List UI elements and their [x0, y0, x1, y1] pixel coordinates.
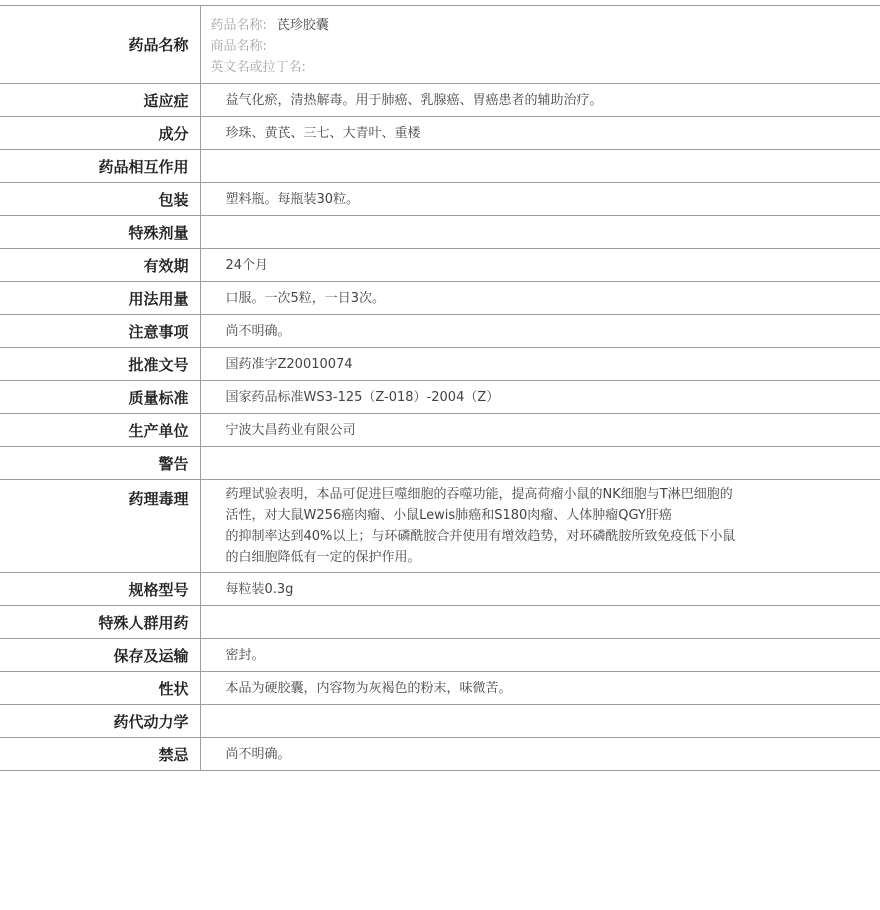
- row-value-interactions: [200, 150, 880, 183]
- generic-name-key: 药品名称:: [210, 18, 267, 33]
- generic-name-line: [211, 15, 880, 36]
- row-value-pharmacokinetics: [200, 705, 880, 738]
- table-row: [0, 216, 880, 249]
- table-row: [0, 315, 880, 348]
- row-value-manufacturer: 宁波大昌药业有限公司: [200, 414, 880, 447]
- trade-name-line: [211, 36, 880, 57]
- row-label-approval-number: 批准文号: [0, 348, 200, 381]
- name-values: [200, 6, 880, 84]
- table-row: [0, 606, 880, 639]
- row-value-storage: 密封。: [200, 639, 880, 672]
- table-row: [0, 573, 880, 606]
- row-value-precautions: 尚不明确。: [200, 315, 880, 348]
- row-value-packaging: 塑料瓶。每瓶装30粒。: [200, 183, 880, 216]
- generic-name-value: 芪珍胶囊: [276, 18, 329, 33]
- table-row: [0, 414, 880, 447]
- row-label-pharmacokinetics: 药代动力学: [0, 705, 200, 738]
- table-row: [0, 348, 880, 381]
- row-value-ingredients: 珍珠、黄芪、三七、大青叶、重楼: [200, 117, 880, 150]
- row-value-usage: 口服。一次5粒，一日3次。: [200, 282, 880, 315]
- row-value-special-dosage: [200, 216, 880, 249]
- table-row: [0, 84, 880, 117]
- row-label-special-dosage: 特殊剂量: [0, 216, 200, 249]
- row-value-quality-standard: 国家药品标准WS3-125（Z-018）-2004（Z）: [200, 381, 880, 414]
- table-row: [0, 447, 880, 480]
- row-value-shelf-life: 24个月: [200, 249, 880, 282]
- row-value-warning: [200, 447, 880, 480]
- table-row: [0, 117, 880, 150]
- row-label-indications: 适应症: [0, 84, 200, 117]
- row-label-warning: 警告: [0, 447, 200, 480]
- pharmacology-line: 活性，对大鼠W256癌肉瘤、小鼠Lewis肺癌和S180肉瘤、人体肿瘤QGY肝癌: [225, 508, 672, 523]
- drug-info-table: [0, 5, 880, 771]
- row-label-storage: 保存及运输: [0, 639, 200, 672]
- pharmacology-line: 的白细胞降低有一定的保护作用。: [225, 550, 421, 565]
- row-label-manufacturer: 生产单位: [0, 414, 200, 447]
- table-row: [0, 183, 880, 216]
- table-row: [0, 672, 880, 705]
- row-label-packaging: 包装: [0, 183, 200, 216]
- table-row: [0, 705, 880, 738]
- row-value-contraindications: 尚不明确。: [200, 738, 880, 771]
- row-label-special-populations: 特殊人群用药: [0, 606, 200, 639]
- table-row: [0, 150, 880, 183]
- row-label-description: 性状: [0, 672, 200, 705]
- row-label-contraindications: 禁忌: [0, 738, 200, 771]
- english-name-line: [211, 57, 880, 78]
- table-row: [0, 282, 880, 315]
- row-label-precautions: 注意事项: [0, 315, 200, 348]
- row-label-interactions: 药品相互作用: [0, 150, 200, 183]
- pharmacology-line: 的抑制率达到40%以上；与环磷酰胺合并使用有增效趋势，对环磷酰胺所致免疫低下小鼠: [225, 529, 736, 544]
- row-value-pharmacology: [200, 480, 880, 573]
- pharmacology-line: 药理试验表明，本品可促进巨噬细胞的吞噬功能，提高荷瘤小鼠的NK细胞与T淋巴细胞的: [225, 487, 733, 502]
- table-row: [0, 381, 880, 414]
- row-label-usage: 用法用量: [0, 282, 200, 315]
- row-label-specification: 规格型号: [0, 573, 200, 606]
- row-value-indications: 益气化瘀，清热解毒。用于肺癌、乳腺癌、胃癌患者的辅助治疗。: [200, 84, 880, 117]
- table-row: [0, 249, 880, 282]
- row-value-approval-number: 国药准字Z20010074: [200, 348, 880, 381]
- row-label-drug-name: 药品名称: [0, 6, 200, 84]
- table-row: [0, 480, 880, 573]
- row-label-quality-standard: 质量标准: [0, 381, 200, 414]
- row-label-ingredients: 成分: [0, 117, 200, 150]
- table-row: [0, 6, 880, 84]
- row-label-shelf-life: 有效期: [0, 249, 200, 282]
- row-value-special-populations: [200, 606, 880, 639]
- table-row: [0, 738, 880, 771]
- table-row: [0, 639, 880, 672]
- trade-name-key: 商品名称:: [210, 39, 267, 54]
- row-label-pharmacology: 药理毒理: [0, 480, 200, 573]
- english-name-key: 英文名或拉丁名:: [210, 60, 306, 75]
- row-value-specification: 每粒装0.3g: [200, 573, 880, 606]
- row-value-description: 本品为硬胶囊，内容物为灰褐色的粉末，味微苦。: [200, 672, 880, 705]
